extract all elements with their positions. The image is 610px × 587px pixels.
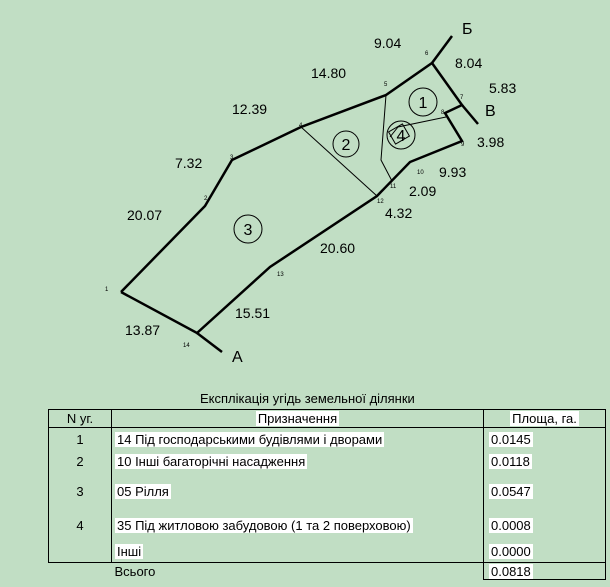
total-label: Всього (112, 563, 484, 580)
point-label-b: Б (462, 21, 473, 38)
segment-length: 5.83 (489, 80, 517, 96)
vertex-number: 5 (384, 82, 388, 88)
vertex-number: 13 (277, 272, 284, 278)
zone-marker-3 (234, 215, 262, 243)
table-row (49, 472, 606, 510)
point-label-a: А (232, 349, 243, 366)
segment-length: 13.87 (125, 322, 161, 338)
row-purpose-text: Інші (117, 543, 142, 559)
segment-length: 12.39 (232, 101, 268, 117)
total-row (49, 563, 606, 580)
zone-label: 1 (418, 95, 428, 112)
row-purpose (112, 472, 484, 510)
row-area-text: 0.0145 (491, 431, 531, 447)
row-purpose (112, 428, 484, 451)
vertex-number: 8 (441, 110, 445, 116)
segment-length: 20.60 (320, 240, 356, 256)
zone-label: 4 (396, 128, 406, 145)
vertex-number: 3 (230, 155, 234, 161)
segment-length: 4.32 (385, 205, 413, 221)
table-caption: Експлікація угідь земельної ділянки (200, 391, 415, 406)
segment-length: 8.04 (455, 55, 483, 71)
zone-label: 3 (243, 222, 253, 239)
row-area-text: 0.0118 (491, 453, 530, 469)
row-num: 1 (49, 428, 112, 451)
segment-length: 9.04 (374, 35, 402, 51)
header-area-label: Площа, га. (512, 411, 577, 426)
row-area (484, 472, 606, 510)
row-num: 4 (49, 510, 112, 540)
segment-length: 15.51 (235, 305, 271, 321)
table-row (49, 510, 606, 540)
total-spacer (49, 563, 112, 580)
row-area-text: 0.0547 (491, 483, 531, 499)
segment-length: 3.98 (477, 134, 505, 150)
vertex-number: 4 (299, 123, 303, 129)
vertex-number: 12 (377, 199, 384, 205)
vertex-number: 14 (183, 343, 190, 349)
vertex-number: 2 (204, 196, 208, 202)
row-num: 3 (49, 472, 112, 510)
vertex-number: 7 (460, 95, 464, 101)
row-area-text: 0.0000 (491, 543, 531, 559)
vertex-number: 6 (425, 51, 429, 57)
segment-length: 2.09 (409, 183, 437, 199)
zone-marker-2 (333, 131, 359, 157)
row-purpose-text: 10 Інші багаторічні насадження (117, 453, 306, 469)
vertex-number: 9 (461, 142, 465, 148)
row-purpose-text: 35 Під житловою забудовою (1 та 2 поверховою) (117, 517, 411, 533)
row-num (49, 540, 112, 563)
segment-length: 14.80 (311, 65, 347, 81)
land-explication-table (48, 409, 606, 580)
row-area (484, 540, 606, 563)
segment-length: 9.93 (439, 164, 467, 180)
row-purpose (112, 510, 484, 540)
row-num: 2 (49, 450, 112, 472)
table-row (49, 428, 606, 451)
table-row (49, 450, 606, 472)
row-purpose (112, 450, 484, 472)
header-num: N уг. (49, 410, 112, 428)
header-purpose-label: Призначення (257, 411, 338, 426)
segment-length: 7.32 (175, 155, 203, 171)
segment-length: 20.07 (127, 207, 163, 223)
vertex-number: 11 (390, 184, 397, 190)
row-purpose-text: 14 Під господарськими будівлями і дворами (117, 431, 383, 447)
division-line-2-3 (301, 127, 377, 196)
line-to-point-b (432, 36, 452, 63)
zone-marker-1 (409, 88, 437, 116)
table-header-row (49, 410, 606, 428)
vertex-number: 1 (105, 287, 109, 293)
division-line-1-2 (381, 95, 392, 181)
row-area (484, 450, 606, 472)
row-purpose-text: 05 Рілля (117, 483, 169, 499)
row-purpose (112, 540, 484, 563)
table-row (49, 540, 606, 563)
vertex-number: 10 (417, 170, 424, 176)
line-to-point-a (197, 333, 222, 352)
zone-label: 2 (341, 137, 351, 154)
header-area (484, 410, 606, 428)
row-area (484, 510, 606, 540)
line-to-point-v (462, 105, 478, 124)
total-value-text: 0.0818 (491, 563, 531, 579)
row-area (484, 428, 606, 451)
row-area-text: 0.0008 (491, 517, 531, 533)
header-purpose (112, 410, 484, 428)
point-label-v: В (485, 103, 496, 120)
total-value (484, 563, 606, 580)
